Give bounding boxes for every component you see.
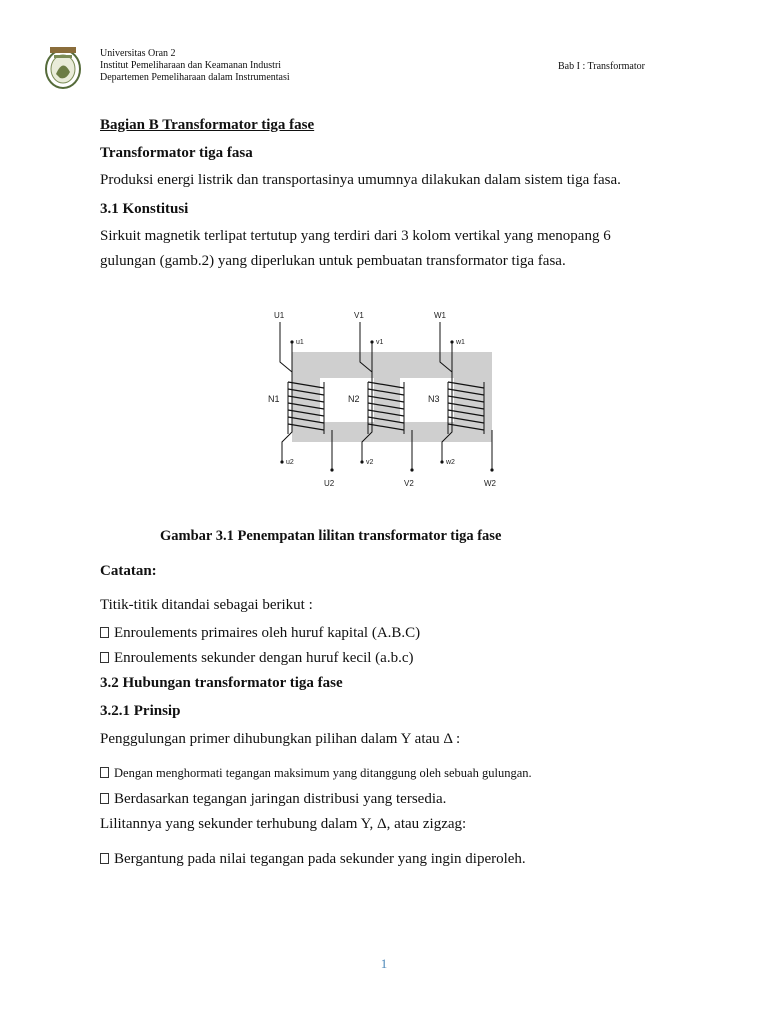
bullet-item: Bergantung pada nilai tegangan pada sekunder yang ingin diperoleh. — [100, 851, 526, 868]
primary-bottom-label: V2 — [404, 479, 414, 488]
terminal-dot — [440, 460, 443, 463]
heading-3-1: 3.1 Konstitusi — [100, 201, 189, 217]
secondary-top-label: u1 — [296, 339, 304, 346]
primary-lead-top — [280, 322, 292, 372]
bullet-box-icon — [100, 793, 109, 804]
header-department: Departemen Pemeliharaan dalam Instrumentasi — [100, 72, 290, 83]
subtitle: Transformator tiga fasa — [100, 145, 253, 161]
bullet-item: Enroulements sekunder dengan huruf kecil (a.b.c) — [100, 650, 413, 667]
coil-label: N1 — [268, 394, 280, 404]
header-chapter: Bab I : Transformator — [558, 61, 645, 72]
primary-top-label: U1 — [274, 311, 285, 320]
coil-label: N3 — [428, 394, 440, 404]
primary-bottom-label: W2 — [484, 479, 496, 488]
secondary-bottom-label: u2 — [286, 459, 294, 466]
university-seal-icon — [44, 44, 82, 90]
header-institution — [100, 48, 290, 84]
bullet-item: Dengan menghormati tegangan maksimum yang ditanggung oleh sebuah gulungan. — [100, 766, 532, 781]
heading-3-2-1: 3.2.1 Prinsip — [100, 703, 181, 719]
secondary-top-label: w1 — [456, 339, 465, 346]
secondary-bottom-label: w2 — [446, 459, 455, 466]
primary-top-label: V1 — [354, 311, 364, 320]
notes-intro: Titik-titik ditandai sebagai berikut : — [100, 597, 313, 613]
primary-top-label: W1 — [434, 311, 446, 320]
paragraph-3-2-1: Penggulungan primer dihubungkan pilihan dalam Y atau Δ : — [100, 731, 461, 747]
bullet-box-icon — [100, 767, 109, 778]
transformer-diagram — [262, 302, 524, 494]
bullet-box-icon — [100, 853, 109, 864]
coil-label: N2 — [348, 394, 360, 404]
figure-caption: Gambar 3.1 Penempatan lilitan transformator tiga fase — [160, 528, 502, 544]
header-university: Universitas Oran 2 — [100, 48, 176, 59]
secondary-top-label: v1 — [376, 339, 384, 346]
terminal-dot — [290, 340, 293, 343]
bullet-item: Enroulements primaires oleh huruf kapital (A.B.C) — [100, 625, 420, 642]
page-header — [44, 44, 724, 94]
terminal-dot — [280, 460, 283, 463]
bullet-box-icon — [100, 627, 109, 638]
terminal-dot — [490, 468, 493, 471]
terminal-dot — [360, 460, 363, 463]
bullet-box-icon — [100, 652, 109, 663]
heading-3-2: 3.2 Hubungan transformator tiga fase — [100, 675, 343, 691]
header-institute: Institut Pemeliharaan dan Keamanan Industri — [100, 60, 282, 71]
terminal-dot — [450, 340, 453, 343]
paragraph-secondary: Lilitannya yang sekunder terhubung dalam Y, Δ, atau zigzag: — [100, 816, 467, 832]
terminal-dot — [370, 340, 373, 343]
terminal-dot — [410, 468, 413, 471]
terminal-dot — [330, 468, 333, 471]
bullet-item: Berdasarkan tegangan jaringan distribusi yang tersedia. — [100, 791, 446, 808]
section-title: Bagian B Transformator tiga fase — [100, 117, 315, 133]
notes-title: Catatan: — [100, 563, 157, 579]
page-number: 1 — [380, 956, 388, 971]
secondary-lead — [282, 342, 292, 462]
intro-paragraph: Produksi energi listrik dan transportasinya umumnya dilakukan dalam sistem tiga fasa. — [100, 172, 621, 188]
secondary-bottom-label: v2 — [366, 459, 374, 466]
paragraph-3-1-line1: Sirkuit magnetik terlipat tertutup yang terdiri dari 3 kolom vertikal yang menopang 6 — [100, 228, 611, 244]
paragraph-3-1-line2: gulungan (gamb.2) yang diperlukan untuk pembuatan transformator tiga fasa. — [100, 253, 566, 269]
primary-bottom-label: U2 — [324, 479, 335, 488]
